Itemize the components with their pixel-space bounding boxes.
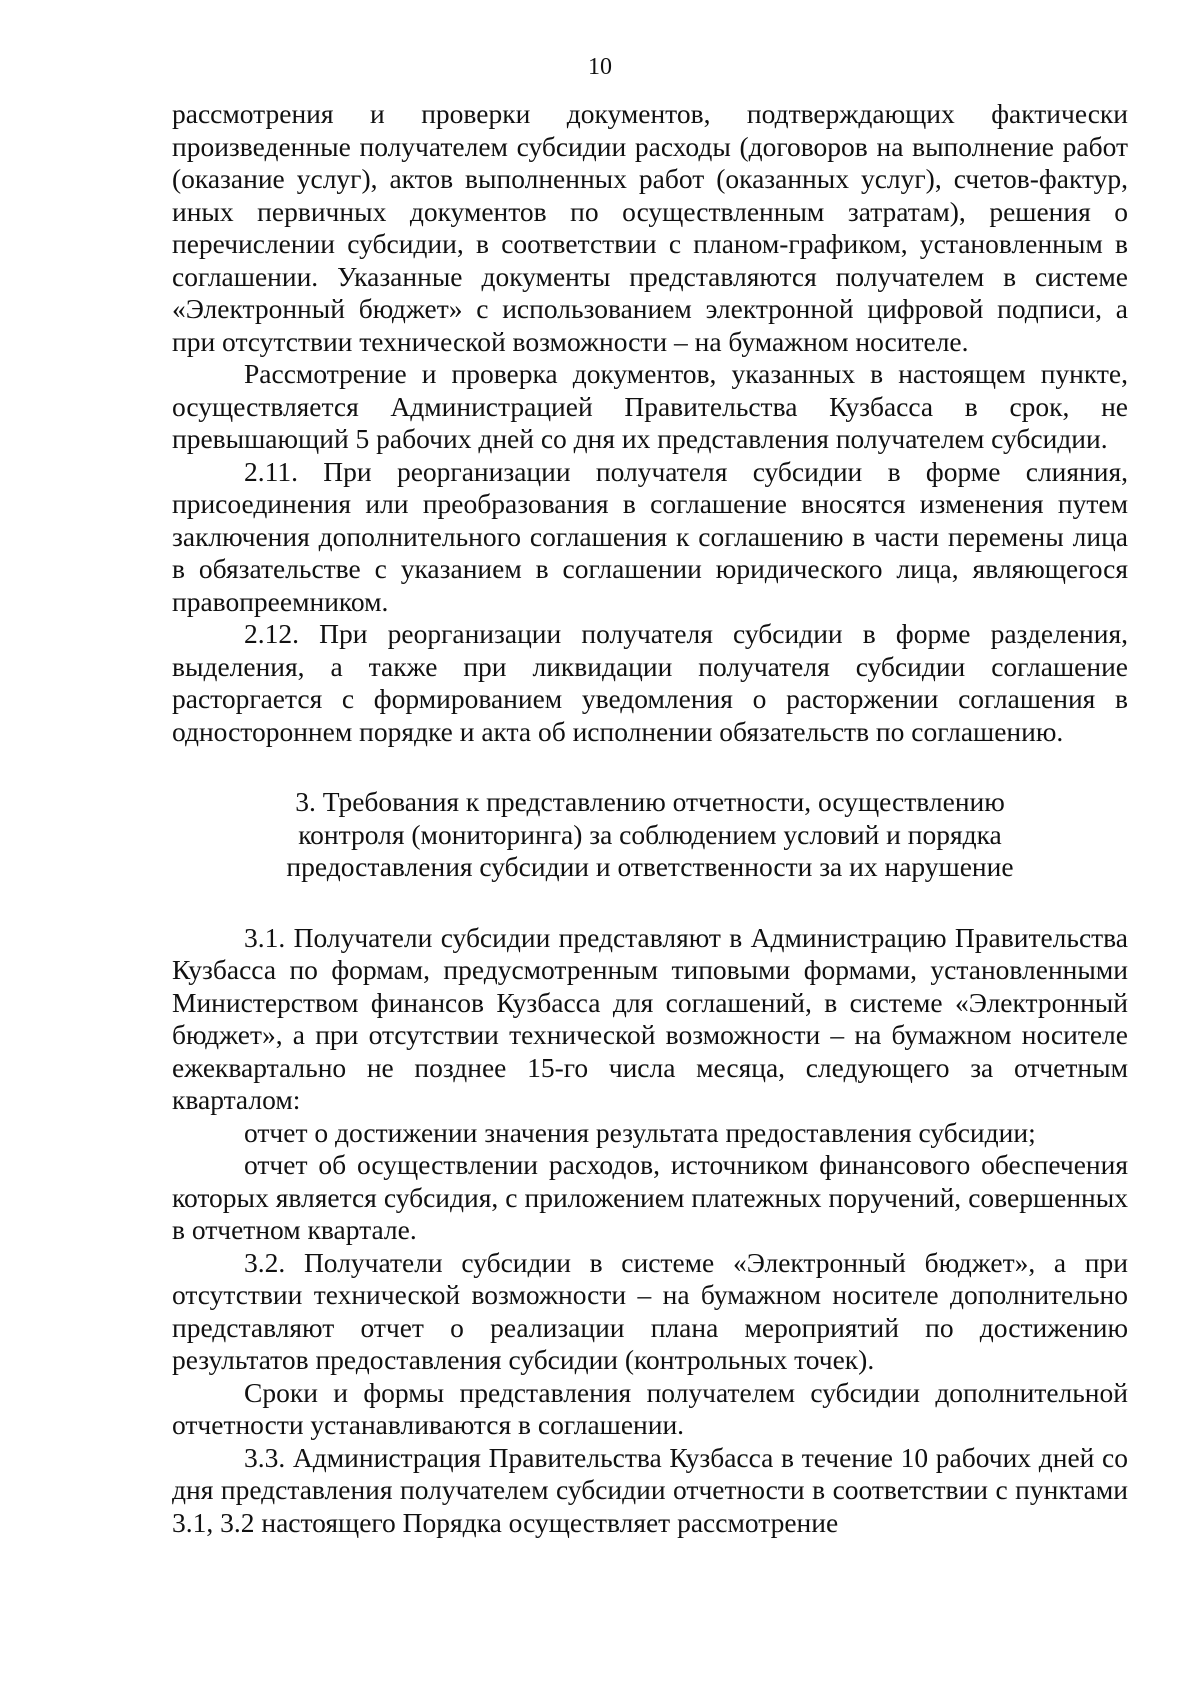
paragraph-3-3: 3.3. Администрация Правительства Кузбасса в течение 10 рабочих дней со дня представления получателем субсидии отчетности в соответствии с пунктами 3.1, 3.2 настоящего Порядка осуществляет рассмотрение: [172, 1441, 1128, 1538]
paragraph-2-12: 2.12. При реорганизации получателя субсидии в форме разделения, выделения, а также при ликвидации получателя субсидии соглашение расторгается с формированием уведомления о расторжении соглашения в одностороннем порядке и акта об исполнении обязательств по соглашению.: [172, 618, 1128, 747]
section-heading: [172, 786, 1128, 884]
paragraph-additional-reporting: Сроки и формы представления получателем субсидии дополнительной отчетности устанавливаются в соглашении.: [172, 1376, 1128, 1440]
paragraph-report-result: отчет о достижении значения результата предоставления субсидии;: [244, 1116, 1036, 1148]
paragraph-review-term: Рассмотрение и проверка документов, указанных в настоящем пункте, осуществляется Администрацией Правительства Кузбасса в срок, не превышающий 5 рабочих дней со дня их представления получателем субсидии.: [172, 358, 1128, 454]
paragraph-report-expenses: отчет об осуществлении расходов, источником финансового обеспечения которых является субсидия, с приложением платежных поручений, совершенных в отчетном квартале.: [172, 1149, 1128, 1245]
section-heading-line-1: 3. Требования к представлению отчетности, осуществлению: [295, 786, 1005, 817]
paragraph-continuation: рассмотрения и проверки документов, подтверждающих фактически произведенные получателем субсидии расходы (договоров на выполнение работ (оказание услуг), актов выполненных работ (оказанных услуг), счетов-фактур, иных первичных документов по осуществленным затратам), решения о перечислении субсидии, в соответствии с планом-графиком, установленным в соглашении. Указанные документы представляются получателем в системе «Электронный бюджет» с использованием электронной цифровой подписи, а при отсутствии технической возможности – на бумажном носителе.: [172, 98, 1128, 357]
page-number: 10: [588, 54, 612, 80]
paragraph-3-1: 3.1. Получатели субсидии представляют в Администрацию Правительства Кузбасса по формам, предусмотренным типовыми формами, установленными Министерством финансов Кузбасса для соглашений, в системе «Электронный бюджет», а при отсутствии технической возможности – на бумажном носителе ежеквартально не позднее 15-го числа месяца, следующего за отчетным кварталом:: [172, 921, 1128, 1115]
section-heading-line-3: предоставления субсидии и ответственности за их нарушение: [286, 851, 1014, 882]
document-body: [172, 98, 1128, 1539]
section-heading-line-2: контроля (мониторинга) за соблюдением условий и порядка: [298, 818, 1002, 850]
paragraph-2-11: 2.11. При реорганизации получателя субсидии в форме слияния, присоединения или преобразования в соглашение вносятся изменения путем заключения дополнительного соглашения к соглашению в части перемены лица в обязательстве с указанием в соглашении юридического лица, являющегося правопреемником.: [172, 455, 1128, 617]
paragraph-3-2: 3.2. Получатели субсидии в системе «Электронный бюджет», а при отсутствии технической возможности – на бумажном носителе дополнительно представляют отчет о реализации плана мероприятий по достижению результатов предоставления субсидии (контрольных точек).: [172, 1246, 1128, 1375]
